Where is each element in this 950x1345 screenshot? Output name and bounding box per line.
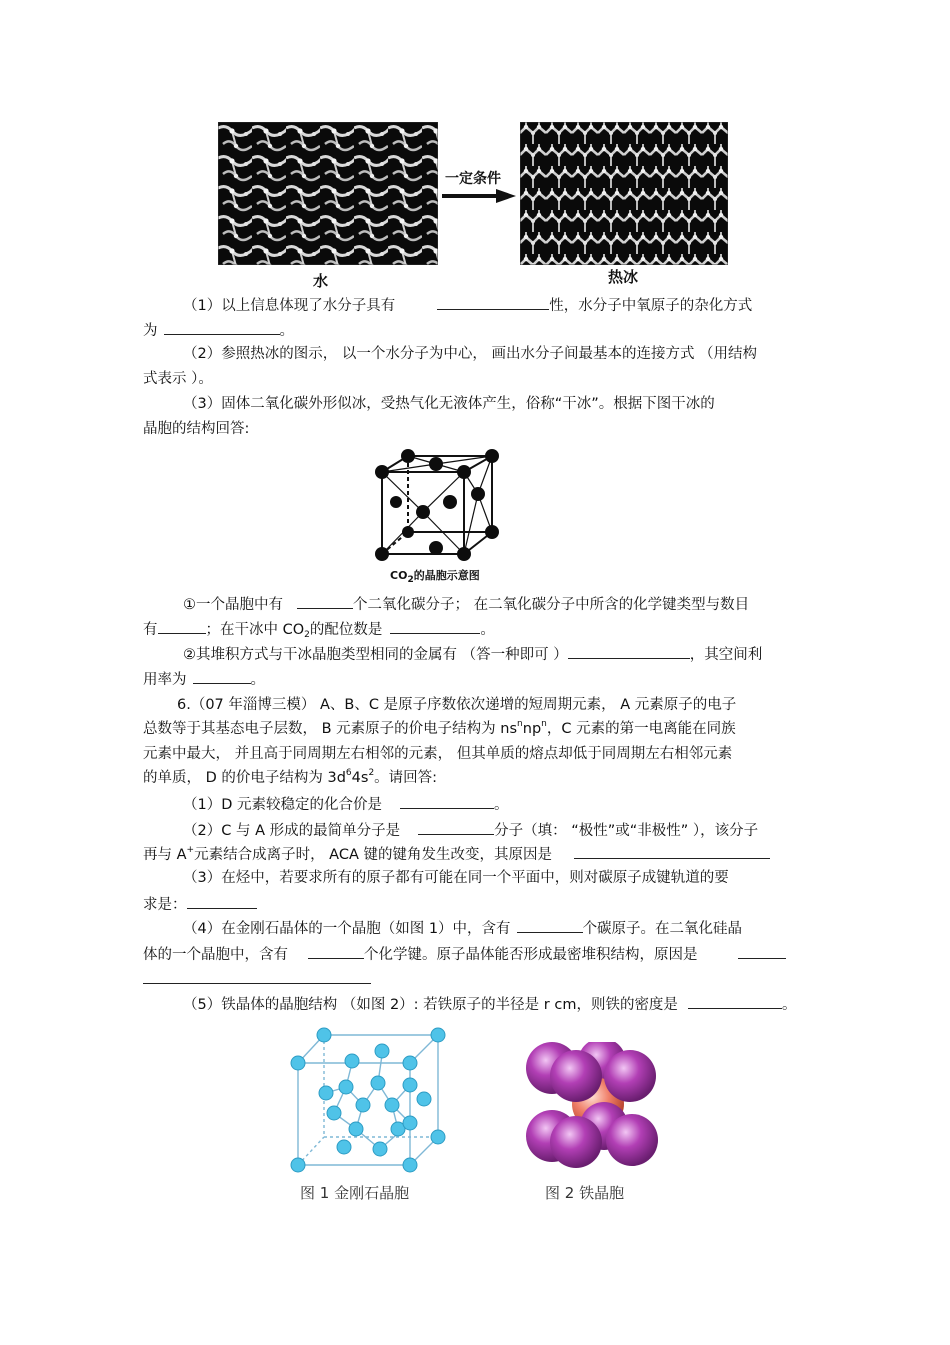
iron-unit-cell-figure [518,1042,660,1168]
q6-line2: 总数等于其基态电子层数， B 元素原子的价电子结构为 $ns^nnp^n$，C 元素的第一电离能在同族 [143,719,736,737]
diamond-unit-cell-figure [288,1025,448,1175]
arrow-icon [440,186,518,206]
q3-line1: （3）固体二氧化碳外形似冰，受热气化无液体产生，俗称“干冰”。根据下图干冰的 [183,396,715,412]
q3-1-line2: 有 ；在干冰中 $CO_2$的配位数是 。 [143,618,495,640]
q6-3-line1: （3）在烃中，若要求所有的原子都有可能在同一个平面中，则对碳原子成键轨道的要 [183,870,729,886]
q1-line1: （1）以上信息体现了水分子具有 性，水分子中氧原子的杂化方式 [183,294,752,316]
answer-blank[interactable] [193,668,251,684]
q2-line2: 式表示 ）。 [143,371,213,387]
q1-line2: 为 。 [143,319,294,341]
q6-4-line1: （4）在金刚石晶体的一个晶胞（如图 1）中，含有 个碳原子。在二氧化硅晶 [183,917,742,939]
dry-ice-caption: $CO_2$的晶胞示意图 [390,569,480,585]
q3-2-line1: ②其堆积方式与干冰晶胞类型相同的金属有 （答一种即可 ） ，其空间利 [183,643,762,665]
arrow-label: 一定条件 [445,171,501,187]
q3-line2: 晶胞的结构回答: [143,421,250,437]
answer-blank[interactable] [400,793,494,809]
answer-blank-long[interactable] [143,983,371,984]
q6-line4: 的单质， D 的价电子结构为 $3d^64s^2$。请回答: [143,768,438,786]
q3-2-line2: 用率为 。 [143,668,265,690]
answer-blank[interactable] [517,917,583,933]
answer-blank[interactable] [418,819,494,835]
answer-blank[interactable] [568,643,690,659]
hot-ice-structure-image [520,122,728,265]
answer-blank[interactable] [688,993,782,1009]
answer-blank[interactable] [390,618,480,634]
q6-line1: 6.（07 年淄博三模） A、B、C 是原子序数依次递增的短周期元素， A 元素原子的电子 [177,697,737,713]
q6-4-line2: 体的一个晶胞中，含有 个化学键。原子晶体能否形成最密堆积结构，原因是 [143,943,786,965]
q6-2-line2: 再与 A+元素结合成离子时， ACA 键的键角发生改变，其原因是 [143,843,770,865]
q6-1-line: （1）D 元素较稳定的化合价是 。 [183,793,509,815]
dry-ice-unit-cell-figure [368,444,508,566]
q2-line1: （2）参照热冰的图示， 以一个水分子为中心， 画出水分子间最基本的连接方式 （用结构 [183,346,758,362]
answer-blank[interactable] [738,943,786,959]
q6-5-line: （5）铁晶体的晶胞结构 （如图 2）: 若铁原子的半径是 r cm，则铁的密度是 。 [183,993,796,1015]
q6-line3: 元素中最大， 并且高于同周期左右相邻的元素， 但其单质的熔点却低于同周期左右相邻元素 [143,746,733,762]
answer-blank[interactable] [187,893,257,909]
answer-blank[interactable] [437,294,549,310]
water-structure-image [218,122,438,265]
fig1-caption: 图 1 金刚石晶胞 [300,1184,410,1202]
q6-3-line2: 求是： [143,893,257,915]
answer-blank[interactable] [297,593,353,609]
hot-ice-label: 热冰 [608,268,639,286]
answer-blank[interactable] [164,319,280,335]
fig2-caption: 图 2 铁晶胞 [545,1184,625,1202]
q3-1-line1: ①一个晶胞中有 个二氧化碳分子； 在二氧化碳分子中所含的化学键类型与数目 [183,593,749,615]
water-label: 水 [313,272,329,290]
answer-blank[interactable] [308,943,364,959]
answer-blank[interactable] [574,843,770,859]
q6-2-line1: （2）C 与 A 形成的最简单分子是 分子（填： “极性”或“非极性” ），该分子 [183,819,758,841]
answer-blank[interactable] [158,618,206,634]
